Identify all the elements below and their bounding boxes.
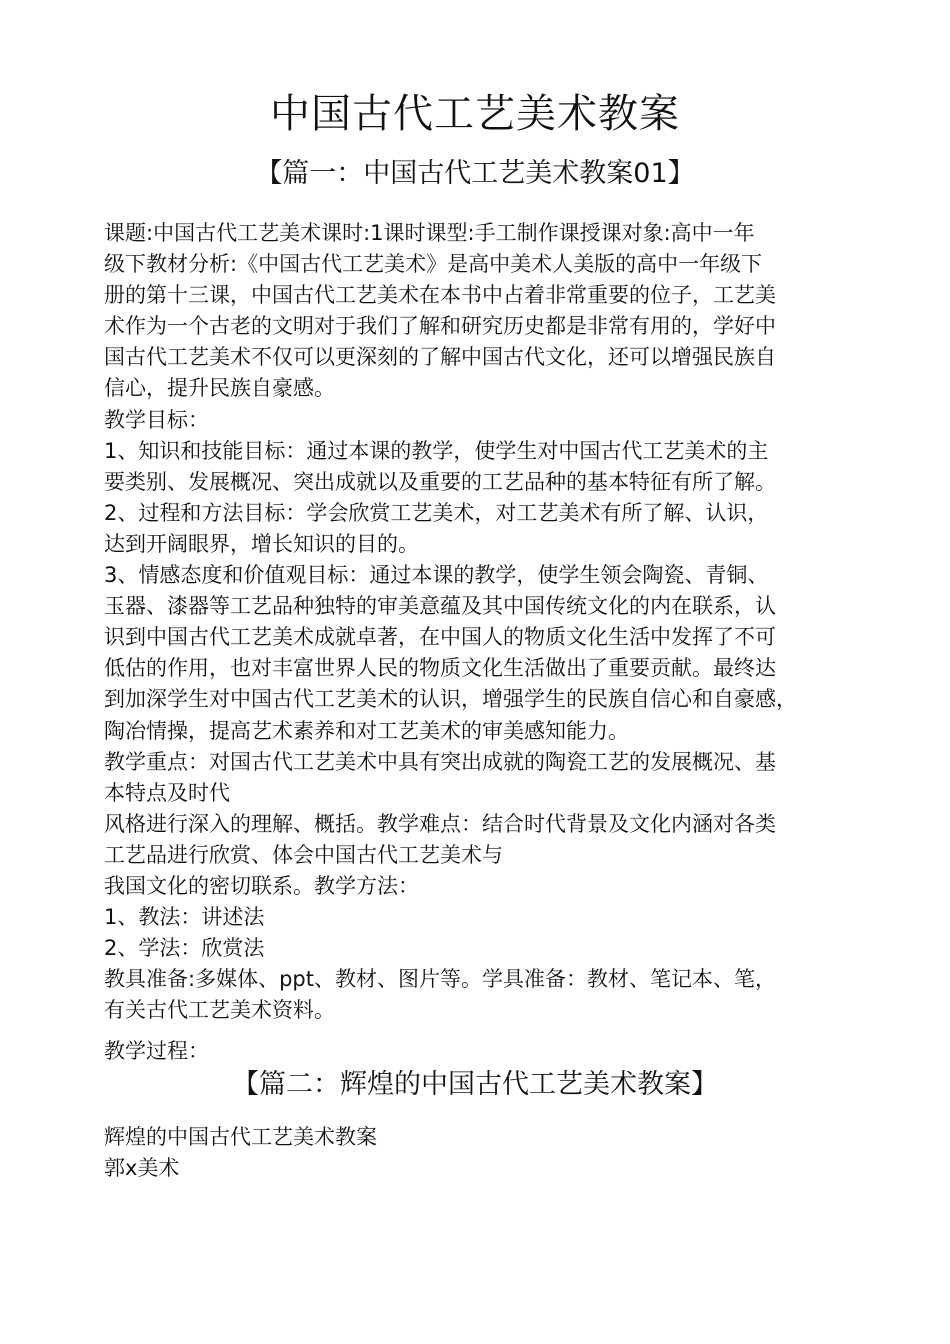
body-line: 教学目标： bbox=[104, 407, 209, 432]
process-label: 教学过程： bbox=[104, 1039, 209, 1063]
body-line: 2、学法：欣赏法 bbox=[104, 936, 265, 961]
body-line: 到加深学生对中国古代工艺美术的认识，增强学生的民族自信心和自豪感， bbox=[104, 687, 797, 712]
body-line: 风格进行深入的理解、概括。教学难点：结合时代背景及文化内涵对各类 bbox=[104, 811, 776, 836]
body-line: 玉器、漆器等工艺品种独特的审美意蕴及其中国传统文化的内在联系，认 bbox=[104, 594, 776, 619]
body-line: 3、情感态度和价值观目标：通过本课的教学，使学生领会陶瓷、青铜、 bbox=[104, 563, 769, 588]
body-line: 2、过程和方法目标：学会欣赏工艺美术，对工艺美术有所了解、认识， bbox=[104, 500, 769, 525]
body-line: 我国文化的密切联系。教学方法： bbox=[104, 873, 419, 898]
body-line: 陶冶情操，提高艺术素养和对工艺美术的审美感知能力。 bbox=[104, 718, 629, 743]
body-line: 教学重点：对国古代工艺美术中具有突出成就的陶瓷工艺的发展概况、基 bbox=[104, 749, 776, 774]
section-two-heading: 【篇二：辉煌的中国古代工艺美术教案】 bbox=[232, 1069, 718, 1100]
body-line: 信心，提升民族自豪感。 bbox=[104, 376, 335, 401]
body-line: 低估的作用，也对丰富世界人民的物质文化生活做出了重要贡献。最终达 bbox=[104, 656, 776, 681]
section-two-body bbox=[104, 1122, 864, 1184]
body-line: 达到开阔眼界，增长知识的目的。 bbox=[104, 531, 419, 556]
body-line: 1、教法：讲述法 bbox=[104, 905, 265, 930]
body-line: 工艺品进行欣赏、体会中国古代工艺美术与 bbox=[104, 842, 503, 867]
body-line: 郭x美术 bbox=[104, 1156, 180, 1181]
body-line: 术作为一个古老的文明对于我们了解和研究历史都是非常有用的，学好中 bbox=[104, 314, 776, 339]
body-line: 级下教材分析:《中国古代工艺美术》是高中美术人美版的高中一年级下 bbox=[104, 252, 763, 277]
body-line: 课题:中国古代工艺美术课时:1课时课型:手工制作课授课对象:高中一年 bbox=[104, 221, 755, 245]
section-one-heading: 【篇一：中国古代工艺美术教案01】 bbox=[255, 158, 695, 189]
body-line: 有关古代工艺美术资料。 bbox=[104, 998, 335, 1023]
body-line: 本特点及时代 bbox=[104, 780, 230, 805]
section-one-body bbox=[104, 218, 864, 1026]
body-line: 要类别、发展概况、突出成就以及重要的工艺品种的基本特征有所了解。 bbox=[104, 469, 776, 494]
body-line: 册的第十三课，中国古代工艺美术在本书中占着非常重要的位子，工艺美 bbox=[104, 283, 776, 308]
body-line: 教具准备:多媒体、ppt、教材、图片等。学具准备：教材、笔记本、笔， bbox=[104, 967, 776, 992]
body-line: 国古代工艺美术不仅可以更深刻的了解中国古代文化，还可以增强民族自 bbox=[104, 345, 776, 370]
body-line: 识到中国古代工艺美术成就卓著，在中国人的物质文化生活中发挥了不可 bbox=[104, 625, 776, 650]
teaching-process-label bbox=[104, 1036, 864, 1067]
body-line: 辉煌的中国古代工艺美术教案 bbox=[104, 1125, 377, 1149]
body-line: 1、知识和技能目标：通过本课的教学，使学生对中国古代工艺美术的主 bbox=[104, 438, 769, 463]
document-title: 中国古代工艺美术教案 bbox=[270, 91, 680, 137]
